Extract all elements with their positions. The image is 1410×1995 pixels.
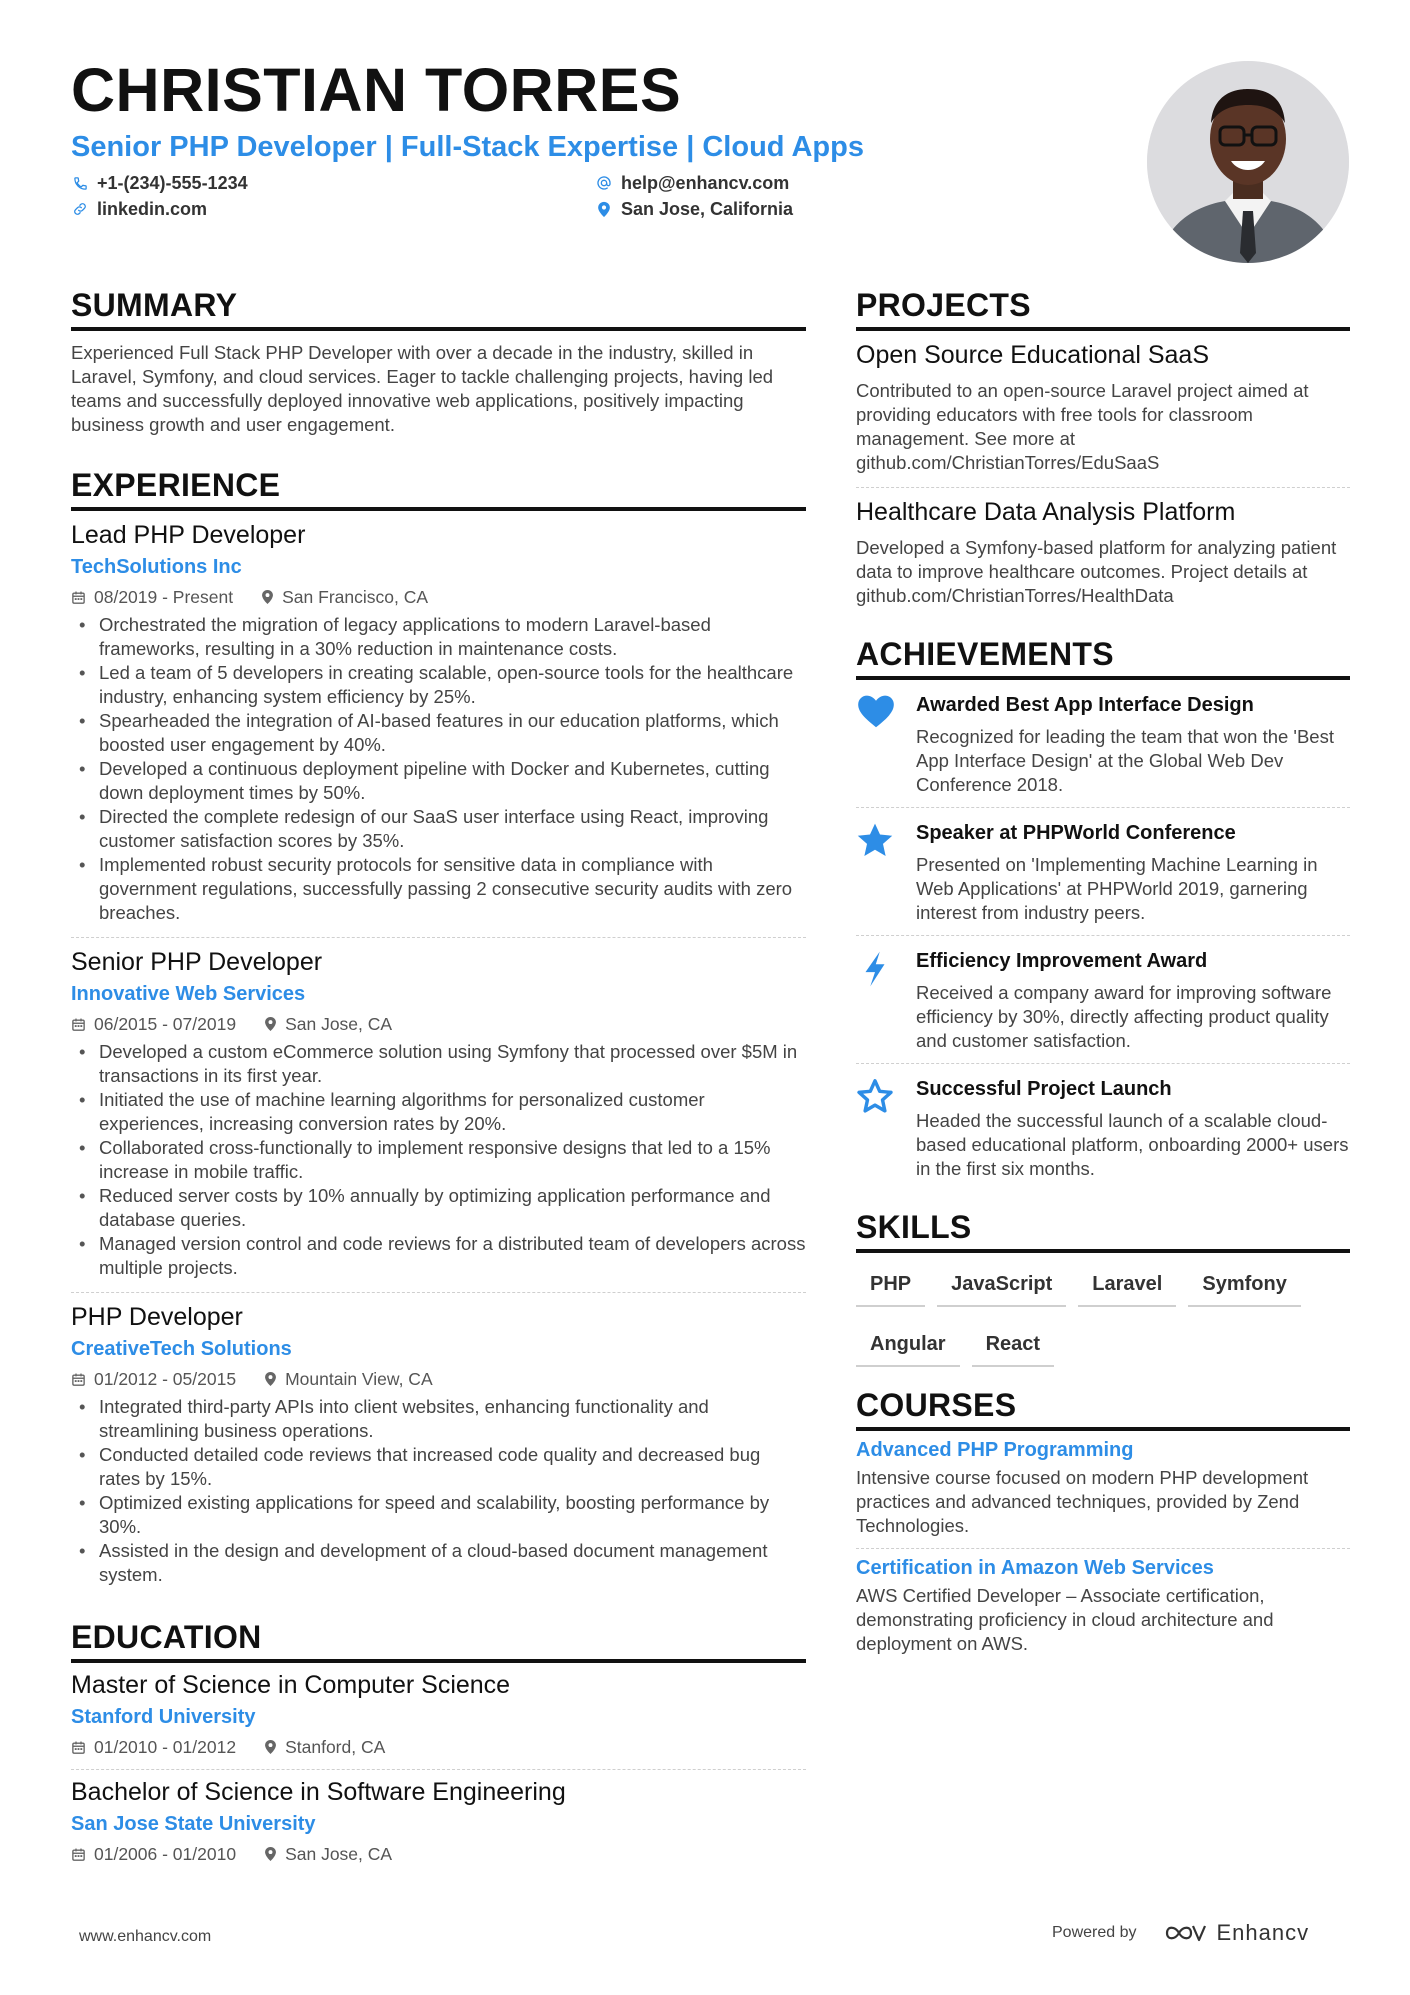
education-section [71,1617,806,1876]
skill-tag: React [972,1325,1054,1367]
location-text: Stanford, CA [285,1737,386,1757]
meta-row [71,1735,806,1759]
job-title: PHP Developer [71,1303,243,1331]
contact-phone[interactable] [71,170,248,196]
enhancv-logo[interactable] [1163,1920,1310,1946]
location [261,585,428,609]
projects-heading: PROJECTS [856,285,1350,331]
calendar-icon [71,1740,86,1755]
courses-section [856,1385,1350,1666]
date-text: 01/2010 - 01/2012 [94,1737,237,1757]
bullet-item: • Optimized existing applications for speed and scalability, boosting performance by 30%. [71,1491,806,1539]
experience-item [71,511,806,938]
skill-tag: Laravel [1078,1265,1176,1307]
profile-photo [1147,61,1349,263]
course-description: Intensive course focused on modern PHP development practices and advanced techniques, provided by Zend Technologies. [856,1467,1309,1536]
bullet-item: • Managed version control and code reviews for a distributed team of developers across multiple projects. [71,1232,806,1280]
phone-text: +1-(234)-555-1234 [97,172,248,193]
achievement-item [856,1064,1350,1191]
project-description: Contributed to an open-source Laravel project aimed at providing educators with free tools for classroom management. See more at github.com/ChristianTorres/EduSaaS [856,380,1309,473]
link-icon [71,200,89,218]
location [264,1735,385,1759]
lightning-icon [856,948,916,1053]
phone-icon [71,174,89,192]
courses-heading: COURSES [856,1385,1350,1431]
star-icon [856,820,916,925]
bullet-item: • Directed the complete redesign of our SaaS user interface using React, improving customer satisfaction scores by 35%. [71,805,806,853]
experience-section [71,465,806,1599]
location-text: San Francisco, CA [282,587,429,607]
achievement-title: Successful Project Launch [916,1078,1172,1100]
achievements-list [856,680,1350,1191]
job-title: Senior PHP Developer [71,948,323,976]
date-range [71,1842,236,1866]
contact-linkedin[interactable] [71,196,207,222]
date-text: 01/2006 - 01/2010 [94,1844,237,1864]
at-icon [595,174,613,192]
education-heading: EDUCATION [71,1617,806,1663]
bullet-item: • Developed a continuous deployment pipeline with Docker and Kubernetes, cutting down deployment times by 50%. [71,757,806,805]
bullet-item: • Assisted in the design and development of a cloud-based document management system. [71,1539,806,1587]
skill-tag: PHP [856,1265,925,1307]
achievement-description: Headed the successful launch of a scalable cloud-based educational platform, onboarding 2000+ users in the first six months. [916,1110,1349,1179]
contact-location [595,196,793,222]
bullet-item: • Reduced server costs by 10% annually by optimizing application performance and database queries. [71,1184,806,1232]
location-pin-icon [264,1739,277,1755]
bullet-item: • Orchestrated the migration of legacy applications to modern Laravel-based frameworks, resulting in a 30% reduction in maintenance costs. [71,613,806,661]
footer-branding [1052,1920,1309,1946]
calendar-icon [71,1017,86,1032]
location-pin-icon [264,1846,277,1862]
school-name: San Jose State University [71,1813,316,1835]
project-title: Open Source Educational SaaS [856,341,1210,369]
degree: Bachelor of Science in Software Engineering [71,1778,566,1806]
date-range [71,1735,236,1759]
achievement-title: Efficiency Improvement Award [916,950,1208,972]
bullet-item: • Conducted detailed code reviews that increased code quality and decreased bug rates by 15%. [71,1443,806,1491]
meta-row [71,585,806,609]
bullet-item: • Integrated third-party APIs into client websites, enhancing functionality and streamlining business operations. [71,1395,806,1443]
education-item [71,1663,806,1770]
bullet-item: • Spearheaded the integration of AI-based features in our education platforms, which boosted user engagement by 40%. [71,709,806,757]
achievement-description: Presented on 'Implementing Machine Learning in Web Applications' at PHPWorld 2019, garnering interest from industry peers. [916,854,1318,923]
degree: Master of Science in Computer Science [71,1671,511,1699]
project-item [856,488,1350,620]
meta-row [71,1012,806,1036]
contact-info [71,170,1071,230]
course-description: AWS Certified Developer – Associate certification, demonstrating proficiency in cloud architecture and deployment on AWS. [856,1585,1274,1654]
right-column [856,285,1350,1666]
left-column [71,285,806,1876]
location-text: San Jose, CA [285,1844,393,1864]
experience-heading: EXPERIENCE [71,465,806,511]
calendar-icon [71,1847,86,1862]
candidate-title: Senior PHP Developer | Full-Stack Expertise | Cloud Apps [71,131,864,163]
bullet-item: • Developed a custom eCommerce solution using Symfony that processed over $5M in transactions in its first year. [71,1040,806,1088]
projects-list [856,331,1350,620]
achievement-item [856,680,1350,808]
summary-text: Experienced Full Stack PHP Developer with over a decade in the industry, skilled in Laravel, Symfony, and cloud services. Eager to tackle challenging projects, having led teams and successfully deployed innovative web applications, positively impacting business growth and user engagement. [71,342,774,435]
brand-name: Enhancv [1216,1920,1310,1945]
job-bullets [71,1040,806,1280]
date-text: 06/2015 - 07/2019 [94,1014,237,1034]
enhancv-logo-icon [1163,1921,1209,1945]
achievement-description: Recognized for leading the team that won the 'Best App Interface Design' at the Global Web Dev Conference 2018. [916,726,1334,795]
skills-section [856,1207,1350,1385]
achievement-description: Received a company award for improving software efficiency by 30%, directly affecting product quality and customer satisfaction. [916,982,1332,1051]
location-pin-icon [261,589,274,605]
location-pin-icon [264,1371,277,1387]
resume-header [71,52,1071,230]
job-bullets [71,613,806,925]
projects-section [856,285,1350,620]
bullet-item: • Implemented robust security protocols for sensitive data in compliance with government regulations, successfully passing 2 consecutive security audits with zero breaches. [71,853,806,925]
date-text: 08/2019 - Present [94,587,234,607]
achievement-item [856,808,1350,936]
calendar-icon [71,1372,86,1387]
education-list [71,1663,806,1876]
candidate-name: CHRISTIAN TORRES [71,56,682,124]
course-item [856,1431,1350,1549]
experience-item [71,938,806,1293]
star-outline-icon [856,1076,916,1181]
linkedin-text: linkedin.com [97,198,208,219]
skills-heading: SKILLS [856,1207,1350,1253]
company-name: TechSolutions Inc [71,556,242,578]
heart-icon [856,692,916,797]
email-text: help@enhancv.com [621,172,790,193]
company-name: Innovative Web Services [71,983,306,1005]
achievement-title: Awarded Best App Interface Design [916,694,1254,716]
course-title: Advanced PHP Programming [856,1439,1134,1461]
bullet-item: • Initiated the use of machine learning algorithms for personalized customer experiences, increasing conversion rates by 20%. [71,1088,806,1136]
school-name: Stanford University [71,1706,256,1728]
location-pin-icon [595,200,613,218]
contact-email[interactable] [595,170,789,196]
job-title: Lead PHP Developer [71,521,306,549]
course-title: Certification in Amazon Web Services [856,1557,1214,1579]
meta-row [71,1842,806,1866]
achievements-section [856,634,1350,1191]
education-item [71,1770,806,1876]
date-range [71,1012,236,1036]
bullet-item: • Led a team of 5 developers in creating scalable, open-source tools for the healthcare industry, enhancing system efficiency by 25%. [71,661,806,709]
project-title: Healthcare Data Analysis Platform [856,498,1236,526]
date-range [71,585,233,609]
meta-row [71,1367,806,1391]
location-text: Mountain View, CA [285,1369,433,1389]
summary-heading: SUMMARY [71,285,806,331]
experience-item [71,1293,806,1599]
date-text: 01/2012 - 05/2015 [94,1369,237,1389]
location [264,1842,392,1866]
skills-list [856,1265,1350,1385]
date-range [71,1367,236,1391]
skill-tag: JavaScript [937,1265,1066,1307]
location [264,1367,433,1391]
summary-section [71,285,806,437]
project-description: Developed a Symfony-based platform for analyzing patient data to improve healthcare outcomes. Project details at github.com/ChristianTorres/HealthData [856,537,1337,606]
achievement-title: Speaker at PHPWorld Conference [916,822,1236,844]
footer-website[interactable]: www.enhancv.com [79,1928,212,1945]
achievements-heading: ACHIEVEMENTS [856,634,1350,680]
location-text: San Jose, California [621,198,794,219]
calendar-icon [71,590,86,605]
experience-list [71,511,806,1599]
skill-tag: Symfony [1188,1265,1300,1307]
powered-by-text: Powered by [1052,1924,1137,1941]
achievement-item [856,936,1350,1064]
course-item [856,1549,1350,1666]
project-item [856,331,1350,488]
company-name: CreativeTech Solutions [71,1338,292,1360]
job-bullets [71,1395,806,1587]
location-text: San Jose, CA [285,1014,393,1034]
skill-tag: Angular [856,1325,960,1367]
location-pin-icon [264,1016,277,1032]
bullet-item: • Collaborated cross-functionally to implement responsive designs that led to a 15% increase in mobile traffic. [71,1136,806,1184]
location [264,1012,392,1036]
courses-list [856,1431,1350,1666]
